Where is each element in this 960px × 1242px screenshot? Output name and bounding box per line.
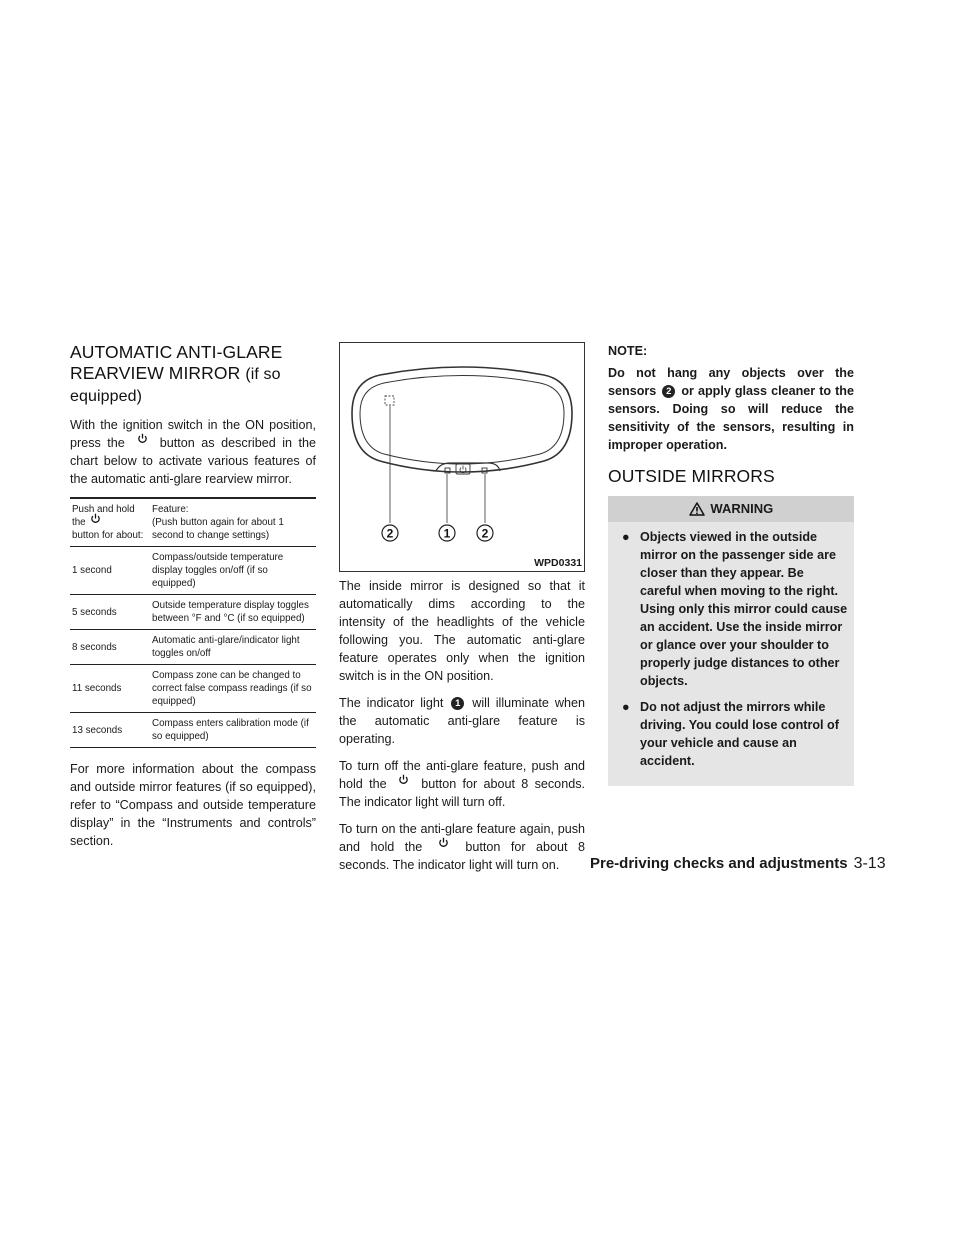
intro-text-a: With the ignition switch in the ON position, press the — [70, 418, 316, 450]
title-line1: AUTOMATIC ANTI-GLARE — [70, 342, 283, 362]
row-feature: Compass zone can be changed to correct false compass readings (if so equipped) — [146, 665, 316, 713]
row-time: 8 seconds — [70, 630, 146, 665]
title-paren: (if so equipped) — [70, 366, 281, 405]
callout-2-left: 2 — [386, 526, 394, 541]
row-feature: Compass enters calibration mode (if so equipped) — [146, 713, 316, 748]
row-feature: Automatic anti-glare/indicator light toggles on/off — [146, 630, 316, 665]
title-line2: REARVIEW MIRROR — [70, 363, 241, 383]
note-body — [608, 364, 854, 454]
turn-off-text-a: To turn off the anti-glare feature, push and hold the — [339, 759, 585, 791]
anti-glare-description: The inside mirror is designed so that it automatically dims according to the intensity of the headlights of the vehicle following you. The automatic anti-glare feature operates only when the ignition switch is in the ON position. — [339, 579, 585, 683]
row-time: 1 second — [70, 547, 146, 595]
turn-on-text-b: button for about 8 seconds. The indicator light will turn on. — [339, 840, 586, 872]
intro-text-b: button as described in the chart below to activate various features of the automatic anti-glare rearview mirror. — [70, 436, 316, 486]
more-info-paragraph: For more information about the compass and outside mirror features (if so equipped), refer to “Compass and outside temperature display” in the “Instruments and controls” section. — [70, 762, 316, 848]
column-middle — [339, 342, 585, 883]
header-col1-a: Push and hold the — [72, 504, 135, 528]
warning-bullet — [608, 698, 854, 770]
header-col2-a: Feature: — [152, 504, 189, 515]
callout-2-right: 2 — [481, 526, 489, 541]
callout-1: 1 — [443, 526, 451, 541]
column-right — [608, 342, 854, 786]
table-row — [70, 630, 316, 665]
table-row — [70, 595, 316, 630]
mirror-glass — [360, 376, 564, 465]
power-button-icon — [131, 429, 153, 447]
table-row — [70, 713, 316, 748]
row-feature: Compass/outside temperature display toggles on/off (if so equipped) — [146, 547, 316, 595]
column-left — [70, 342, 316, 859]
footer-chapter: Pre-driving checks and adjustments — [590, 855, 848, 872]
warning-text: Objects viewed in the outside mirror on the passenger side are closer than they appear. Be careful when moving to the right. Using only this mirror could cause an accident. Use the inside mirror or glance over your shoulder to properly judge distances to other objects. — [640, 530, 848, 688]
warning-bullet — [608, 528, 854, 690]
row-feature: Outside temperature display toggles between °F and °C (if so equipped) — [146, 595, 316, 630]
bullet-icon: ● — [622, 700, 630, 714]
rear-sensor — [385, 396, 394, 405]
row-time: 13 seconds — [70, 713, 146, 748]
note-text-b: or apply glass cleaner to the sensors. Doing so will reduce the sensitivity of the sensors, resulting in improper operation. — [608, 384, 854, 452]
turn-on-paragraph — [339, 820, 585, 874]
turn-off-paragraph — [339, 757, 585, 811]
warning-header — [608, 496, 854, 522]
indicator-text-a: The indicator light — [339, 696, 444, 710]
warning-triangle-icon — [689, 502, 705, 516]
section-title-outside-mirrors: OUTSIDE MIRRORS — [608, 466, 775, 486]
table-header-feature — [146, 498, 316, 547]
bullet-icon: ● — [622, 530, 630, 544]
warning-text: Do not adjust the mirrors while driving. You could lose control of your vehicle and cause an accident. — [640, 700, 839, 768]
mirror-illustration — [339, 342, 585, 572]
note-heading: NOTE: — [608, 344, 648, 358]
warning-label: WARNING — [710, 501, 774, 516]
callout-badge-2: 2 — [662, 385, 675, 398]
header-col1-b: button for about: — [72, 530, 144, 541]
mirror-diagram — [340, 343, 584, 571]
table-row — [70, 547, 316, 595]
power-button-icon — [433, 833, 455, 851]
table-header-time — [70, 498, 146, 547]
footer-page-number: 3-13 — [853, 855, 886, 872]
figure-code: WPD0331 — [534, 557, 582, 569]
section-title-anti-glare — [70, 342, 316, 407]
row-time: 11 seconds — [70, 665, 146, 713]
turn-off-text-b: button for about 8 seconds. The indicator light will turn off. — [339, 777, 585, 809]
power-button-icon — [393, 770, 415, 788]
indicator-text-b: will illuminate when the automatic anti-glare feature is operating. — [339, 696, 586, 746]
header-col2-b: (Push button again for about 1 second to change settings) — [152, 517, 284, 541]
page-footer — [590, 855, 890, 873]
table-header-row — [70, 498, 316, 547]
turn-on-text-a: To turn on the anti-glare feature again, push and hold the — [339, 822, 585, 854]
power-button-icon — [88, 512, 102, 525]
indicator-paragraph — [339, 694, 585, 748]
note-text-a: Do not hang any objects over the sensors — [608, 366, 854, 398]
callout-badge-1: 1 — [451, 697, 464, 710]
warning-box — [608, 496, 854, 786]
intro-paragraph — [70, 416, 316, 488]
row-time: 5 seconds — [70, 595, 146, 630]
table-row — [70, 665, 316, 713]
feature-table — [70, 497, 316, 748]
